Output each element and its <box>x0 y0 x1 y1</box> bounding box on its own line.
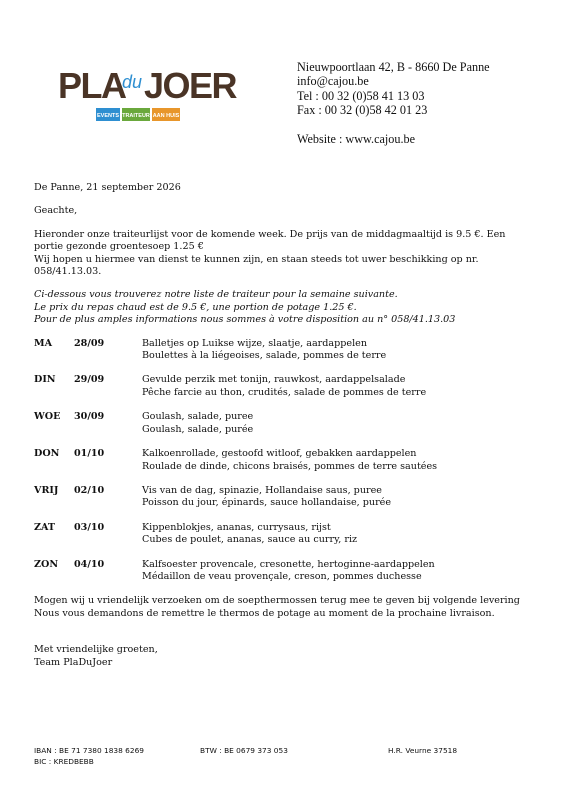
svg-text:TRAITEUR: TRAITEUR <box>122 113 150 119</box>
menu-day-date: 01/10 <box>74 448 105 460</box>
menu-day <box>34 338 534 363</box>
address-website[interactable]: Website : www.cajou.be <box>297 131 416 146</box>
menu-day-name: ZON <box>34 558 59 570</box>
menu-day-items <box>142 448 534 473</box>
intro-fr-line-2: Le prix du repas chaud est de 9.5 €, une portion de potage 1.25 €. <box>34 301 357 313</box>
weekly-menu <box>34 338 534 584</box>
menu-day-items <box>142 338 534 363</box>
menu-day-date: 30/09 <box>74 411 105 423</box>
request-fr: Nous vous demandons de remettre le thermos de potage au moment de la prochaine livraison. <box>34 607 495 619</box>
menu-item-fr: Cubes de poulet, ananas, sauce au curry, riz <box>142 534 358 546</box>
menu-item-nl: Goulash, salade, puree <box>142 411 254 423</box>
address-tel: Tel : 00 32 (0)58 41 13 03 <box>297 88 425 103</box>
letter-signature: Team PlaDuJoer <box>34 656 113 668</box>
menu-item-fr: Médaillon de veau provençale, creson, pommes duchesse <box>142 570 422 582</box>
svg-text:du: du <box>122 72 143 92</box>
menu-day <box>34 485 534 510</box>
menu-day <box>34 559 534 584</box>
menu-day <box>34 448 534 473</box>
intro-fr-line-3: Pour de plus amples informations nous sommes à votre disposition au n° 058/41.13.03 <box>34 314 456 326</box>
menu-day <box>34 374 534 399</box>
letter-salutation: Geachte, <box>34 205 78 217</box>
menu-day-date: 04/10 <box>74 558 105 570</box>
menu-item-nl: Vis van de dag, spinazie, Hollandaise saus, puree <box>142 484 382 496</box>
request-nl: Mogen wij u vriendelijk verzoeken om de soepthermossen terug mee te geven bij volgende levering <box>34 595 520 607</box>
letter-closing: Met vriendelijke groeten, <box>34 644 158 656</box>
menu-day-date: 28/09 <box>74 337 105 349</box>
menu-day-items <box>142 411 534 436</box>
menu-item-nl: Kippenblokjes, ananas, currysaus, rijst <box>142 521 331 533</box>
menu-item-fr: Pêche farcie au thon, crudités, salade de pommes de terre <box>142 386 427 398</box>
intro-fr <box>34 289 534 326</box>
svg-text:JOER: JOER <box>144 65 237 106</box>
letter-date: De Panne, 21 september 2026 <box>34 182 181 193</box>
footer-hr: H.R. Veurne 37518 <box>388 746 458 755</box>
menu-day-name: DON <box>34 448 60 460</box>
menu-item-fr: Goulash, salade, purée <box>142 423 254 435</box>
menu-day-items <box>142 485 534 510</box>
address-email[interactable]: info@cajou.be <box>297 74 369 89</box>
menu-day-items <box>142 374 534 399</box>
address-fax: Fax : 00 32 (0)58 42 01 23 <box>297 103 428 118</box>
menu-day-name: MA <box>34 337 53 349</box>
menu-day-name: WOE <box>34 411 61 423</box>
bank-details <box>34 745 144 767</box>
menu-item-nl: Kalfsoester provencale, cresonette, hertoginne-aardappelen <box>142 558 435 570</box>
footer-btw: BTW : BE 0679 373 053 <box>200 746 288 755</box>
menu-item-fr: Roulade de dinde, chicons braisés, pommes de terre sautées <box>142 460 438 472</box>
company-logo <box>58 58 237 128</box>
footer-iban: IBAN : BE 71 7380 1838 6269 <box>34 746 144 755</box>
intro-fr-line-1: Ci-dessous vous trouverez notre liste de traiteur pour la semaine suivante. <box>34 289 398 301</box>
menu-day-name: ZAT <box>34 521 56 533</box>
menu-day-items <box>142 559 534 584</box>
svg-text:PLA: PLA <box>58 65 126 106</box>
menu-item-nl: Gevulde perzik met tonijn, rauwkost, aardappelsalade <box>142 374 406 386</box>
svg-text:AAN HUIS: AAN HUIS <box>152 113 180 119</box>
menu-item-nl: Balletjes op Luikse wijze, slaatje, aardappelen <box>142 337 368 349</box>
svg-text:EVENTS: EVENTS <box>96 113 120 119</box>
letter-body <box>34 182 534 669</box>
menu-day-items <box>142 522 534 547</box>
logo-graphic <box>58 58 237 128</box>
address-street: Nieuwpoortlaan 42, B - 8660 De Panne <box>297 60 490 74</box>
menu-item-nl: Kalkoenrollade, gestoofd witloof, gebakken aardappelen <box>142 448 417 460</box>
menu-day-date: 03/10 <box>74 521 105 533</box>
menu-item-fr: Poisson du jour, épinards, sauce hollandaise, purée <box>142 497 392 509</box>
menu-day-name: VRIJ <box>34 484 59 496</box>
menu-day <box>34 411 534 436</box>
menu-day-date: 29/09 <box>74 374 105 386</box>
intro-nl-price: Hieronder onze traiteurlijst voor de komende week. De prijs van de middagmaaltijd is 9.5 €. Een portie gezonde groentesoep 1.25 € <box>34 228 506 253</box>
menu-day-date: 02/10 <box>74 484 105 496</box>
intro-nl-contact: Wij hopen u hiermee van dienst te kunnen zijn, en staan steeds tot uwer beschikking op nr. 058/41.13.03. <box>34 253 479 278</box>
menu-day <box>34 522 534 547</box>
footer-bic: BIC : KREDBEBB <box>34 757 94 766</box>
company-address <box>297 60 490 146</box>
menu-day-name: DIN <box>34 374 56 386</box>
menu-item-fr: Boulettes à la liégeoises, salade, pommes de terre <box>142 350 387 362</box>
